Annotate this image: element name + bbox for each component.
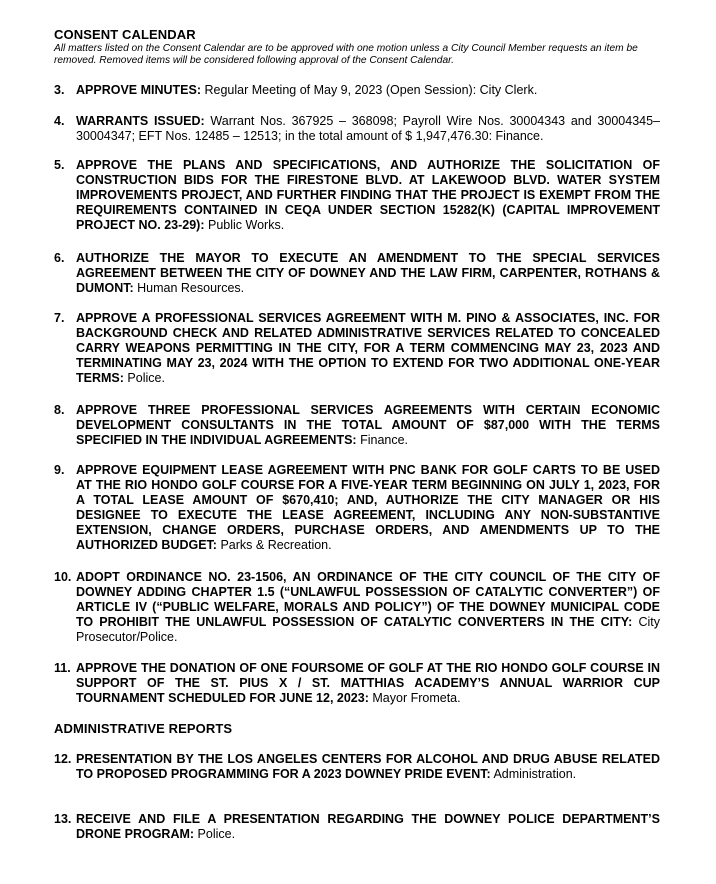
agenda-item-4 — [54, 114, 660, 144]
agenda-item-13 — [54, 812, 660, 842]
item-number: 3. — [54, 83, 65, 97]
item-title: APPROVE A PROFESSIONAL SERVICES AGREEMENT WITH M. PINO & ASSOCIATES, INC. FOR BACKGROUND CHECK AND RELATED ADMINISTRATIVE SERVICES RELATED TO CONCEALED CARRY WEAPONS PERMITTING IN THE CITY, FOR A TERM COMMENCING MAY 23, 2023 AND TERMINATING MAY 23, 2024 WITH THE OPTION TO EXTEND FOR TWO ADDITIONAL ONE-YEAR TERMS: — [76, 311, 660, 386]
item-detail: Warrant Nos. 367925 – 368098; Payroll Wire Nos. 30004343 and 30004345– 30004347; EFT Nos. 12485 – 12513; in the total amount of $ 1,947,476.30: Finance. — [76, 114, 660, 144]
item-detail: Administration. — [493, 767, 577, 782]
item-detail: Finance. — [360, 433, 409, 448]
consent-calendar-heading: CONSENT CALENDAR — [54, 27, 196, 42]
agenda-item-10 — [54, 570, 660, 645]
item-number: 10. — [54, 570, 72, 584]
item-title: APPROVE THE DONATION OF ONE FOURSOME OF GOLF AT THE RIO HONDO GOLF COURSE IN SUPPORT OF THE ST. PIUS X / ST. MATTHIAS ACADEMY’S ANNUAL WARRIOR CUP TOURNAMENT SCHEDULED FOR JUNE 12, 2023: — [76, 661, 660, 706]
item-number: 5. — [54, 158, 65, 172]
agenda-item-8 — [54, 403, 660, 448]
item-title: APPROVE EQUIPMENT LEASE AGREEMENT WITH PNC BANK FOR GOLF CARTS TO BE USED AT THE RIO HONDO GOLF COURSE FOR A FIVE-YEAR TERM BEGINNING ON JULY 1, 2023, FOR A TOTAL LEASE AMOUNT OF $670,410; AND, AUTHORIZE THE CITY MANAGER OR HIS DESIGNEE TO EXECUTE THE LEASE AGREEMENT, INCLUDING ANY NON-SUBSTANTIVE EXTENSION, CHANGE ORDERS, PURCHASE ORDERS, AND AMENDMENTS UP TO THE AUTHORIZED BUDGET: — [76, 463, 660, 553]
item-number: 9. — [54, 463, 65, 477]
item-number: 12. — [54, 752, 72, 766]
item-title: AUTHORIZE THE MAYOR TO EXECUTE AN AMENDMENT TO THE SPECIAL SERVICES AGREEMENT BETWEEN THE CITY OF DOWNEY AND THE LAW FIRM, CARPENTER, ROTHANS & DUMONT: — [76, 251, 660, 296]
item-detail: City Prosecutor/Police. — [76, 615, 660, 645]
item-title: ADOPT ORDINANCE NO. 23-1506, AN ORDINANCE OF THE CITY COUNCIL OF THE CITY OF DOWNEY ADDING CHAPTER 1.5 (“UNLAWFUL POSSESSION OF CATALYTIC CONVERTER”) OF ARTICLE IV (“PUBLIC WELFARE, MORALS AND POLICY”) OF THE DOWNEY MUNICIPAL CODE TO PROHIBIT THE UNLAWFUL POSSESSION OF CATALYTIC CONVERTERS IN THE CITY: — [76, 570, 660, 630]
consent-calendar-intro: All matters listed on the Consent Calendar are to be approved with one motion unless a City Council Member requests an item be removed. Removed items will be considered following approval of the Consent Calendar. — [54, 43, 638, 66]
item-detail: Mayor Frometa. — [372, 691, 461, 706]
administrative-reports-heading: ADMINISTRATIVE REPORTS — [54, 721, 233, 736]
item-number: 7. — [54, 311, 65, 325]
agenda-item-6 — [54, 251, 660, 296]
agenda-item-9 — [54, 463, 660, 554]
item-number: 4. — [54, 114, 65, 128]
item-title: RECEIVE AND FILE A PRESENTATION REGARDING THE DOWNEY POLICE DEPARTMENT’S DRONE PROGRAM: — [76, 812, 660, 842]
item-number: 13. — [54, 812, 72, 826]
item-detail: Police. — [197, 827, 236, 842]
item-detail: Police. — [127, 371, 165, 386]
agenda-item-7 — [54, 311, 660, 386]
item-number: 6. — [54, 251, 65, 265]
item-title: APPROVE THE PLANS AND SPECIFICATIONS, AND AUTHORIZE THE SOLICITATION OF CONSTRUCTION BIDS FOR THE FIRESTONE BLVD. AT LAKEWOOD BLVD. WATER SYSTEM IMPROVEMENTS PROJECT, AND FURTHER FINDING THAT THE PROJECT IS EXEMPT FROM THE REQUIREMENTS CONTAINED IN CEQA UNDER SECTION 15282(K) (CAPITAL IMPROVEMENT PROJECT NO. 23-29): — [76, 158, 660, 233]
item-detail: Parks & Recreation. — [220, 538, 332, 553]
agenda-item-5 — [54, 158, 660, 233]
item-detail: Public Works. — [208, 218, 285, 233]
item-title: APPROVE MINUTES: — [76, 83, 202, 97]
item-number: 11. — [54, 661, 71, 675]
agenda-item-12 — [54, 752, 660, 782]
item-title: APPROVE THREE PROFESSIONAL SERVICES AGREEMENTS WITH CERTAIN ECONOMIC DEVELOPMENT CONSULTANTS IN THE TOTAL AMOUNT OF $87,000 WITH THE TERMS SPECIFIED IN THE INDIVIDUAL AGREEMENTS: — [76, 403, 660, 448]
item-title: PRESENTATION BY THE LOS ANGELES CENTERS FOR ALCOHOL AND DRUG ABUSE RELATED TO PROPOSED PROGRAMMING FOR A 2023 DOWNEY PRIDE EVENT: — [76, 752, 660, 782]
agenda-item-11 — [54, 661, 660, 706]
agenda-item-3 — [54, 83, 660, 98]
item-number: 8. — [54, 403, 65, 417]
item-detail: Human Resources. — [137, 281, 245, 296]
item-detail: Regular Meeting of May 9, 2023 (Open Session): City Clerk. — [204, 83, 538, 97]
item-title: WARRANTS ISSUED: — [76, 114, 205, 128]
